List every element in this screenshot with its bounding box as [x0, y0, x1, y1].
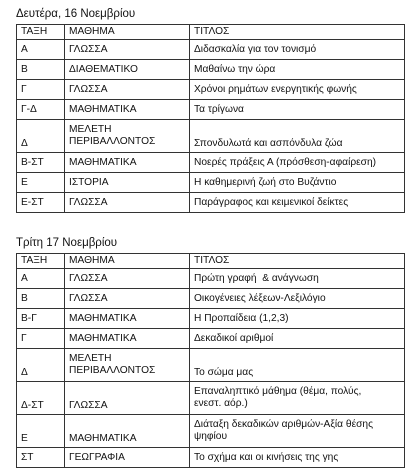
column-header-title: ΤΙΤΛΟΣ [190, 25, 405, 40]
cell-subject: ΓΛΩΣΣΑ [65, 193, 190, 213]
cell-title-line: Επαναληπτικό μάθημα (θέμα, πολύς, [194, 386, 362, 397]
cell-subject: ΓΛΩΣΣΑ [65, 80, 190, 100]
day-heading: Δευτέρα, 16 Νοεμβρίου [16, 8, 136, 20]
cell-title: Χρόνοι ρημάτων ενεργητικής φωνής [190, 80, 405, 100]
cell-class: Γ [17, 80, 65, 100]
cell-subject: ΙΣΤΟΡΙΑ [65, 173, 190, 193]
column-header-subject: ΜΑΘΗΜΑ [65, 25, 190, 40]
cell-title: Το σχήμα και οι κινήσεις της γης [190, 448, 405, 468]
cell-subject: ΜΑΘΗΜΑΤΙΚΑ [65, 100, 190, 120]
cell-class: Γ [17, 329, 65, 349]
cell-title-line: Διάταξη δεκαδικών αριθμών-Αξία θέσης [194, 419, 373, 430]
cell-class: ΣΤ [17, 448, 65, 468]
cell-class: Δ [17, 349, 65, 382]
cell-subject: ΓΛΩΣΣΑ [65, 40, 190, 60]
cell-subject: ΓΕΩΓΡΑΦΙΑ [65, 448, 190, 468]
table-row [17, 100, 405, 120]
schedule-table [16, 253, 405, 468]
cell-title: Πρώτη γραφή & ανάγνωση [190, 269, 405, 289]
table-row [17, 193, 405, 213]
monday-schedule [16, 6, 404, 213]
cell-title: Διδασκαλία για τον τονισμό [190, 40, 405, 60]
cell-title: Οικογένειες λέξεων-Λεξιλόγιο [190, 289, 405, 309]
schedule-table [16, 24, 405, 213]
cell-title: Η καθημερινή ζωή στο Βυζάντιο [190, 173, 405, 193]
column-header-subject: ΜΑΘΗΜΑ [65, 254, 190, 269]
cell-subject: ΜΑΘΗΜΑΤΙΚΑ [65, 153, 190, 173]
table-row [17, 60, 405, 80]
cell-subject-line: ΜΕΛΕΤΗ [69, 353, 112, 364]
table-row [17, 120, 405, 153]
cell-subject: ΜΑΘΗΜΑΤΙΚΑ [65, 415, 190, 448]
cell-title: Σπονδυλωτά και ασπόνδυλα ζώα [190, 120, 405, 153]
table-row [17, 382, 405, 415]
cell-subject: ΓΛΩΣΣΑ [65, 289, 190, 309]
cell-class: Β-ΣΤ [17, 153, 65, 173]
cell-subject [65, 120, 190, 153]
cell-title: Δεκαδικοί αριθμοί [190, 329, 405, 349]
table-row [17, 349, 405, 382]
cell-title: Μαθαίνω την ώρα [190, 60, 405, 80]
cell-title [190, 382, 405, 415]
cell-subject: ΔΙΑΘΕΜΑΤΙΚΟ [65, 60, 190, 80]
cell-title: Τα τρίγωνα [190, 100, 405, 120]
cell-class: Ε [17, 173, 65, 193]
cell-title: Παράγραφος και κειμενικοί δείκτες [190, 193, 405, 213]
table-row [17, 415, 405, 448]
table-row [17, 289, 405, 309]
cell-class: Β [17, 60, 65, 80]
cell-class: Β [17, 289, 65, 309]
column-header-title: ΤΙΤΛΟΣ [190, 254, 405, 269]
table-header-row [17, 254, 405, 269]
cell-subject: ΜΑΘΗΜΑΤΙΚΑ [65, 329, 190, 349]
cell-class: Δ [17, 120, 65, 153]
cell-title: Νοερές πράξεις Α (πρόσθεση-αφαίρεση) [190, 153, 405, 173]
table-row [17, 329, 405, 349]
cell-class: Δ-ΣΤ [17, 382, 65, 415]
cell-subject: ΓΛΩΣΣΑ [65, 269, 190, 289]
cell-class: Ε-ΣΤ [17, 193, 65, 213]
cell-class: Ε [17, 415, 65, 448]
cell-class: Γ-Δ [17, 100, 65, 120]
cell-subject: ΓΛΩΣΣΑ [65, 382, 190, 415]
table-header-row [17, 25, 405, 40]
cell-title-line: ψηφίου [194, 431, 228, 442]
table-row [17, 269, 405, 289]
cell-subject-line: ΠΕΡΙΒΑΛΛΟΝΤΟΣ [69, 365, 156, 376]
cell-subject-line: ΠΕΡΙΒΑΛΛΟΝΤΟΣ [69, 136, 156, 147]
table-row [17, 80, 405, 100]
table-row [17, 153, 405, 173]
cell-class: Α [17, 269, 65, 289]
table-row [17, 309, 405, 329]
tuesday-schedule [16, 235, 404, 468]
cell-title: Η Προπαίδεια (1,2,3) [190, 309, 405, 329]
cell-title-line: ενεστ. αόρ.) [194, 398, 248, 409]
cell-subject-line: ΜΕΛΕΤΗ [69, 124, 112, 135]
column-header-class: ΤΑΞΗ [17, 25, 65, 40]
table-row [17, 40, 405, 60]
cell-subject [65, 349, 190, 382]
day-heading: Τρίτη 17 Νοεμβρίου [16, 237, 118, 249]
table-row [17, 173, 405, 193]
cell-class: Β-Γ [17, 309, 65, 329]
cell-class: Α [17, 40, 65, 60]
cell-title: Το σώμα μας [190, 349, 405, 382]
cell-subject: ΜΑΘΗΜΑΤΙΚΑ [65, 309, 190, 329]
column-header-class: ΤΑΞΗ [17, 254, 65, 269]
cell-title [190, 415, 405, 448]
